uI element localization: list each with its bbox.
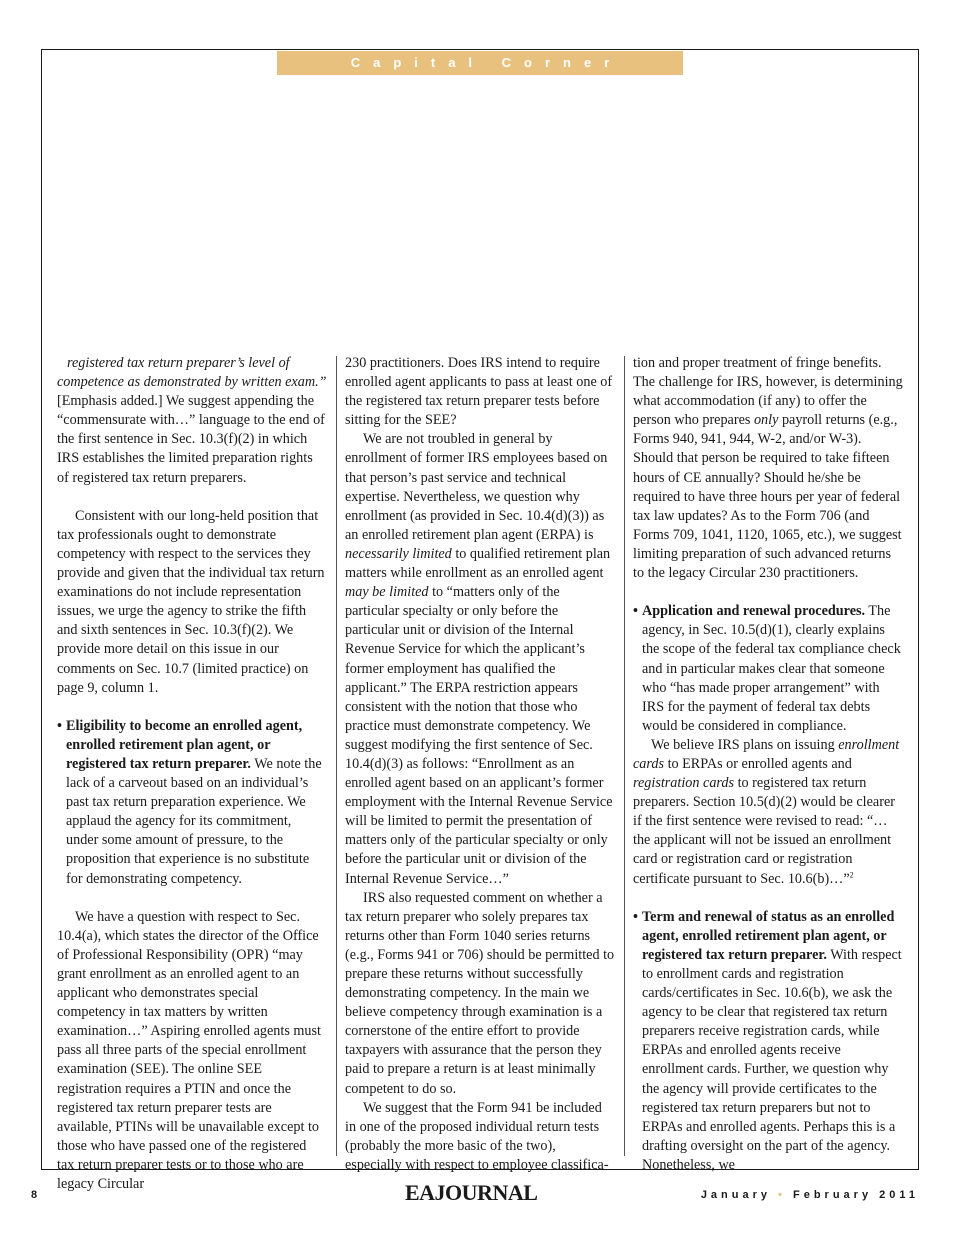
paragraph-text: to ERPAs or enrolled agents and xyxy=(664,755,852,772)
column-rule xyxy=(624,356,625,1156)
paragraph-text: to registered tax return preparers. Section 10.5(d)(2) would be clearer if the first sentence were revised to read: “…the applicant will not be issued an enrollment card or registration card or registration certificate pursuant to Sec. 10.6(b)…” xyxy=(633,775,895,887)
article-column-1 xyxy=(57,354,327,1193)
paragraph-text: We believe IRS plans on issuing xyxy=(651,736,839,753)
paragraph-text: payroll returns (e.g., Forms 940, 941, 944, W-2, and/or W-3). Should that person be required to take fifteen hours of CE annually? Should he/she be required to have three hours per year of federal tax law updates? As to the Form 706 (and Forms 709, 1041, 1120, 1065, etc.), we suggest limiting preparation of such advanced returns to the legacy Circular 230 practitioners. xyxy=(633,412,902,582)
bullet-text: The agency, in Sec. 10.5(d)(1), clearly explains the scope of the federal tax compliance check and in particular makes clear that someone who “has made proper arrangement” with IRS for the payment of federal tax debts would be considered in compliance. xyxy=(642,603,901,734)
bullet-item xyxy=(633,908,903,1175)
page-number: 8 xyxy=(31,1189,38,1201)
emphasized-text: registration cards xyxy=(633,775,735,792)
section-tab: Capital Corner xyxy=(277,51,683,75)
paragraph xyxy=(633,736,903,889)
emphasized-text: necessarily limited xyxy=(345,545,452,562)
paragraph: Consistent with our long-held position that tax professionals ought to demonstrate competency with respect to the services they provide and given that the individual tax return examinations do not include representation issues, we urge the agency to strike the fifth and sixth sentences in Sec. 10.3(f)(2). We provide more detail on this issue in our comments on Sec. 10.7 (limited practice) on page 9, column 1. xyxy=(57,507,325,696)
issue-month-1: January xyxy=(700,1189,772,1201)
date-separator: • xyxy=(778,1189,786,1201)
paragraph: IRS also requested comment on whether a tax return preparer who solely prepares tax returns other than Form 1040 series returns (e.g., Forms 941 or 706) should be permitted to prepare these returns without successfully demonstrating competency. In the main we believe competency through examination is a cornerstone of the entire effort to provide taxpayers with assurance that the person they paid to prepare a return is at least minimally competent to do so. xyxy=(345,889,615,1097)
bullet-icon: • xyxy=(57,717,62,734)
bullet-lead: Term and renewal of status as an enrolled agent, enrolled retirement plan agent, or registered tax return preparer. xyxy=(642,908,895,963)
paragraph: 230 practitioners. Does IRS intend to require enrolled agent applicants to pass at least one of the registered tax return preparer tests before sitting for the SEE? xyxy=(345,355,613,429)
article-column-2 xyxy=(345,354,615,1173)
column-rule xyxy=(336,356,337,1156)
emphasized-quote: registered tax return preparer’s level of competence as demonstrated by written exam.” xyxy=(57,355,327,391)
paragraph-text: tion and proper treatment of fringe benefits. The challenge for IRS, however, is determining what accommodation (if any) to offer the person who prepares xyxy=(633,355,903,429)
bullet-item xyxy=(57,717,327,889)
paragraph-text: to “matters only of the particular specialty or only before the particular unit or division of the Internal Revenue Service for which the applicant’s former employment has qualified the applicant.” The ERPA restriction appears consistent with the notion that those who practice must demonstrate competency. We suggest modifying the first sentence of Sec. 10.4(d)(3) as follows: “Enrollment as an enrolled agent based on an applicant’s former employment with the Internal Revenue Service will be limited to permit the presentation of matters only of the particular specialty or only before the particular unit or division of the Internal Revenue Service…” xyxy=(345,584,613,887)
emphasized-text: may be limited xyxy=(345,584,429,601)
paragraph: We suggest that the Form 941 be included in one of the proposed individual return tests (probably the more basic of the two), especially with respect to employee classifica- xyxy=(345,1099,609,1173)
bullet-lead: Application and renewal procedures. xyxy=(642,603,866,620)
footnote-marker: 2 xyxy=(849,869,854,879)
bullet-item xyxy=(633,602,903,736)
paragraph-text: [Emphasis added.] We suggest appending the “commensurate with…” language to the end of the first sentence in Sec. 10.3(f)(2) in which IRS establishes the limited preparation rights of registered tax return preparers. xyxy=(57,393,325,486)
paragraph xyxy=(57,354,327,488)
paragraph xyxy=(345,430,615,888)
bullet-text: With respect to enrollment cards and registration cards/certificates in Sec. 10.6(b), we ask the agency to be clear that registered tax return preparers receive registration cards, while ERPAs and enrolled agents receive enrollment cards. Further, we question why the agency will provide certificates to the registered tax return preparers but not to ERPAs and enrolled agents. Perhaps this is a drafting oversight on the part of the agency. Nonetheless, we xyxy=(642,946,902,1173)
journal-logo: EAJOURNAL xyxy=(405,1180,538,1205)
issue-date xyxy=(701,1189,919,1201)
bullet-icon: • xyxy=(633,908,638,925)
paragraph-text: We are not troubled in general by enrollment of former IRS employees based on that person’s past service and technical expertise. Nevertheless, we question why enrollment (as provided in Sec. 10.4(d)(3)) as an enrolled retirement plan agent (ERPA) is xyxy=(345,431,608,543)
paragraph-text: to qualified retirement plan matters while enrollment as an enrolled agent xyxy=(345,545,611,582)
emphasized-text: enrollment cards xyxy=(633,736,900,772)
paragraph: We have a question with respect to Sec. 10.4(a), which states the director of the Office of Professional Responsibility (OPR) “may grant enrollment as an enrolled agent to an applicant who demonstrates special competency in tax matters by written examination…” Aspiring enrolled agents must pass all three parts of the special enrollment examination (SEE). The online SEE registration requires a PTIN and once the registered tax return preparer tests are available, PTINs will be unavailable except to those who have passed one of the registered tax return preparer tests or to those who are legacy Circular xyxy=(57,908,321,1193)
bullet-text: We note the lack of a carveout based on an individual’s past tax return preparation experience. We applaud the agency for its commitment, under some amount of pressure, to the proposition that experience is no substitute for demonstrating competency. xyxy=(66,755,322,887)
article-column-3 xyxy=(633,354,903,1173)
emphasized-text: only xyxy=(753,412,779,429)
paragraph xyxy=(633,354,903,583)
bullet-lead: Eligibility to become an enrolled agent, enrolled retirement plan agent, or registered tax return preparer. xyxy=(66,717,303,772)
issue-month-2: February 2011 xyxy=(793,1189,919,1201)
bullet-icon: • xyxy=(633,603,638,620)
